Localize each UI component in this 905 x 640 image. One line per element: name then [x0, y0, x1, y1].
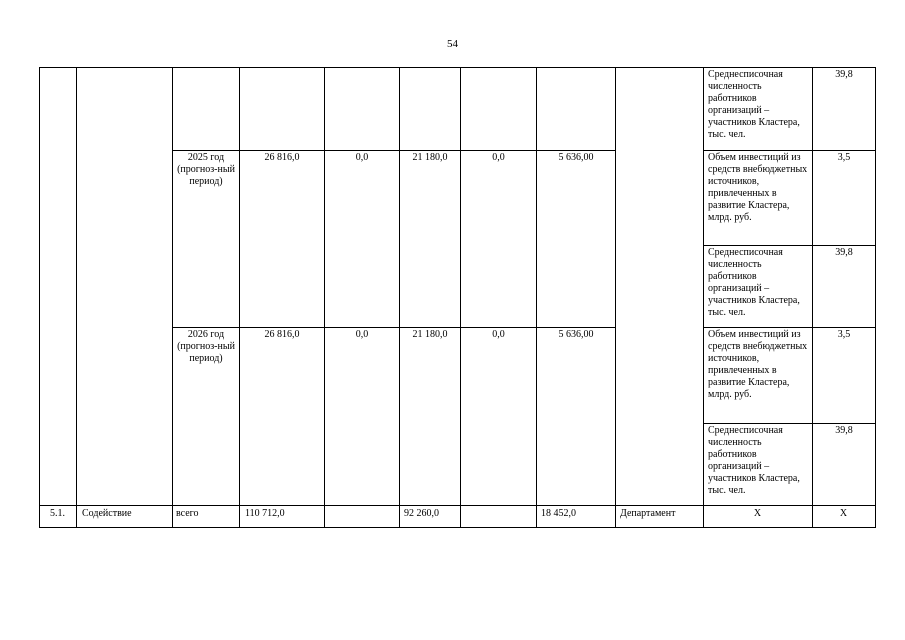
col-border-1 — [76, 67, 77, 528]
col-border-3 — [239, 67, 240, 528]
indicator-cell: Среднесписочная численность работников организаций – участников Кластера, тыс. чел. — [708, 425, 800, 496]
col-border-7 — [536, 67, 537, 528]
indicator-value-cell: 3,5 — [837, 329, 851, 340]
amount-cell: 92 260,0 — [404, 508, 439, 519]
row-divider-indicator-b — [703, 245, 875, 246]
col-border-6 — [460, 67, 461, 528]
total-cell: 26 816,0 — [264, 329, 300, 340]
row-divider-indicator-d — [703, 423, 875, 424]
indicator-value-cell: 39,8 — [835, 69, 853, 80]
executor-cell: Департамент — [620, 508, 676, 519]
col-border-5 — [399, 67, 400, 528]
total-cell: 110 712,0 — [245, 508, 285, 519]
indicator-value-cell: Х — [839, 508, 848, 519]
amount-cell: 0,0 — [355, 329, 369, 340]
col-border-2 — [172, 67, 173, 528]
period-cell: всего — [176, 508, 199, 519]
row-divider-item51 — [39, 505, 875, 506]
amount-cell: 5 636,00 — [558, 152, 594, 163]
indicator-cell: Среднесписочная численность работников организаций – участников Кластера, тыс. чел. — [708, 69, 800, 140]
amount-cell: 0,0 — [492, 152, 505, 163]
indicator-value-cell: 3,5 — [837, 152, 851, 163]
amount-cell: 18 452,0 — [541, 508, 576, 519]
amount-cell: 5 636,00 — [558, 329, 594, 340]
amount-cell: 21 180,0 — [412, 329, 448, 340]
col-border-8 — [615, 67, 616, 528]
row-divider-indicator-a — [703, 150, 875, 151]
col-border-4 — [324, 67, 325, 528]
col-border-10 — [812, 67, 813, 528]
amount-cell: 0,0 — [355, 152, 369, 163]
indicator-cell: Объем инвестиций из средств внебюджетных источников, привлеченных в развитие Кластера, млрд. руб. — [708, 329, 808, 400]
table-bottom-border — [39, 527, 875, 528]
indicator-cell: Х — [753, 508, 762, 519]
item-name-cell: Содействие — [82, 508, 132, 519]
row-divider-indicator-c — [703, 327, 875, 328]
indicator-value-cell: 39,8 — [835, 247, 853, 258]
col-border-0 — [39, 67, 40, 528]
amount-cell: 21 180,0 — [412, 152, 448, 163]
col-border-9 — [703, 67, 704, 528]
indicator-cell: Объем инвестиций из средств внебюджетных источников, привлеченных в развитие Кластера, млрд. руб. — [708, 152, 808, 223]
period-cell: 2026 год (прогноз-ный период) — [177, 329, 235, 364]
period-cell: 2025 год (прогноз-ный период) — [177, 152, 235, 187]
total-cell: 26 816,0 — [264, 152, 300, 163]
indicator-value-cell: 39,8 — [835, 425, 853, 436]
amount-cell: 0,0 — [492, 329, 505, 340]
indicator-cell: Среднесписочная численность работников организаций – участников Кластера, тыс. чел. — [708, 247, 800, 318]
page-number: 54 — [447, 38, 458, 50]
col-border-11 — [875, 67, 876, 528]
table-top-border — [39, 67, 875, 68]
item-number-cell: 5.1. — [50, 508, 65, 519]
